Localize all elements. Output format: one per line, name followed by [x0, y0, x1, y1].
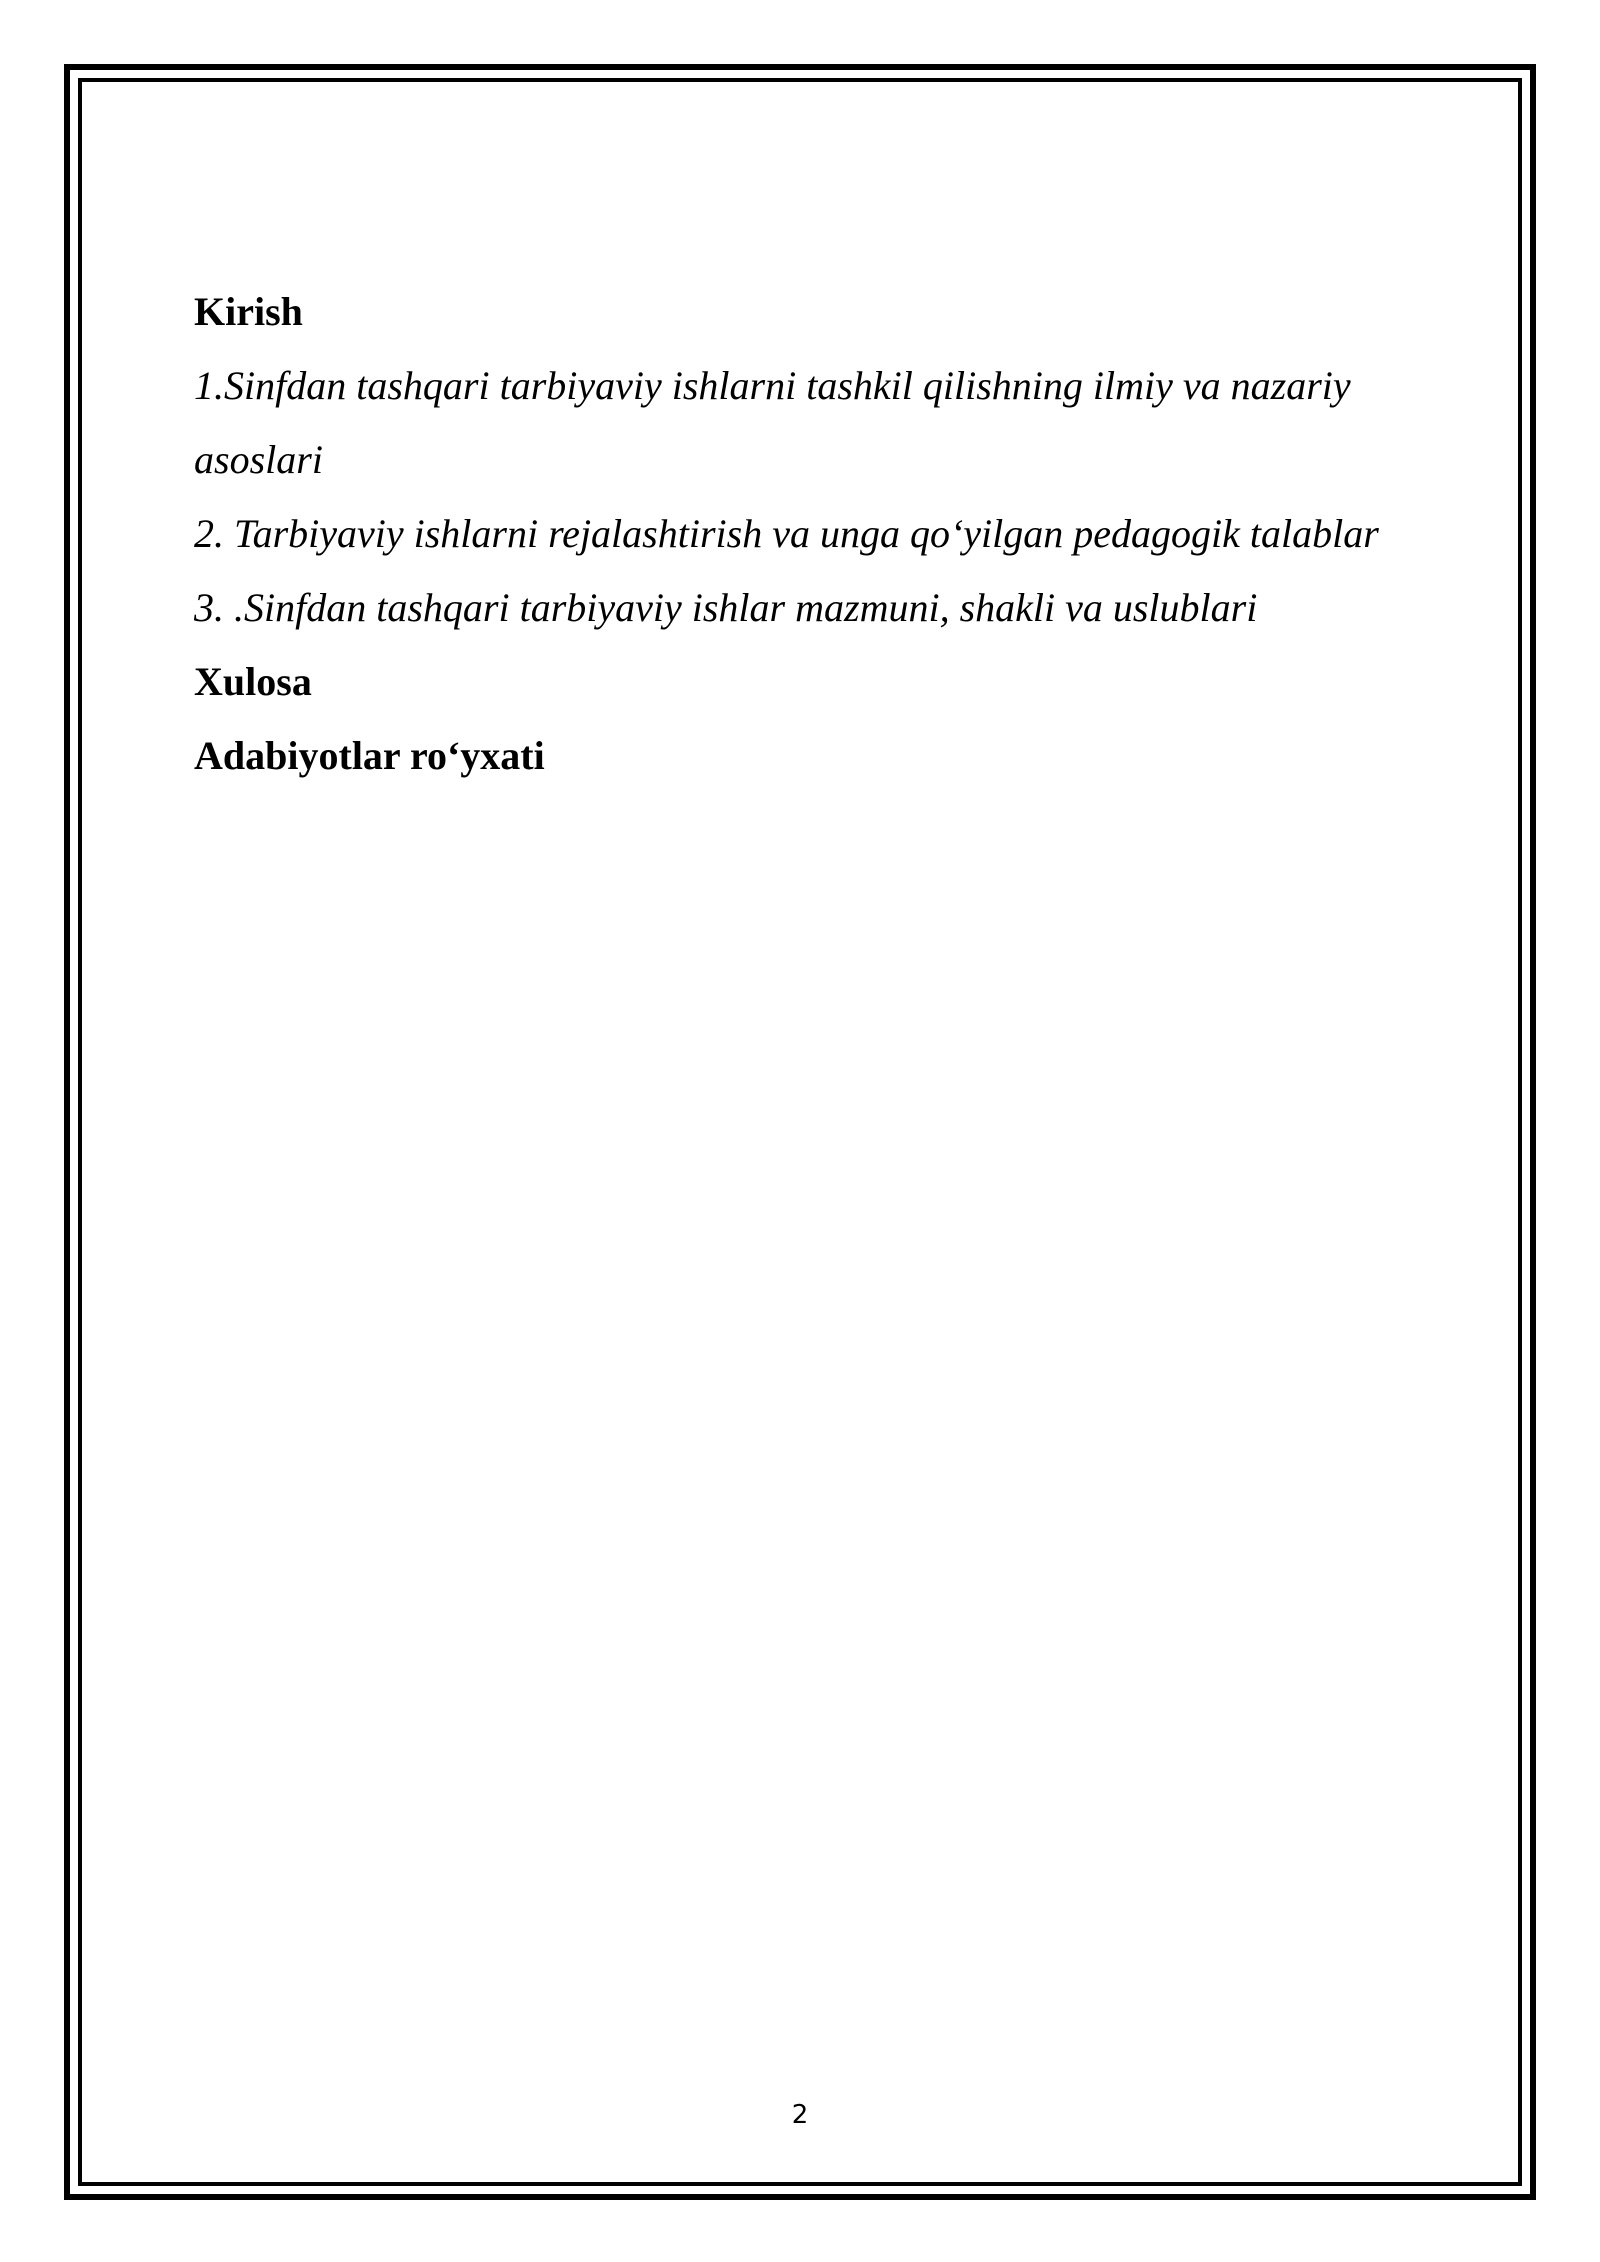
toc-conclusion: Xulosa [194, 659, 312, 704]
table-of-contents [194, 275, 1504, 793]
toc-references: Adabiyotlar ro‘yxati [194, 733, 545, 778]
page-number: 2 [791, 2100, 809, 2130]
toc-item-1-line-2: asoslari [194, 437, 323, 482]
toc-item-3: 3. .Sinfdan tashqari tarbiyaviy ishlar mazmuni, shakli va uslublari [194, 585, 1258, 630]
toc-item-2: 2. Tarbiyaviy ishlarni rejalashtirish va unga qo‘yilgan pedagogik talablar [194, 511, 1379, 556]
toc-intro: Kirish [194, 289, 303, 334]
toc-item-1-line-1: 1.Sinfdan tashqari tarbiyaviy ishlarni tashkil qilishning ilmiy va nazariy [194, 363, 1351, 408]
